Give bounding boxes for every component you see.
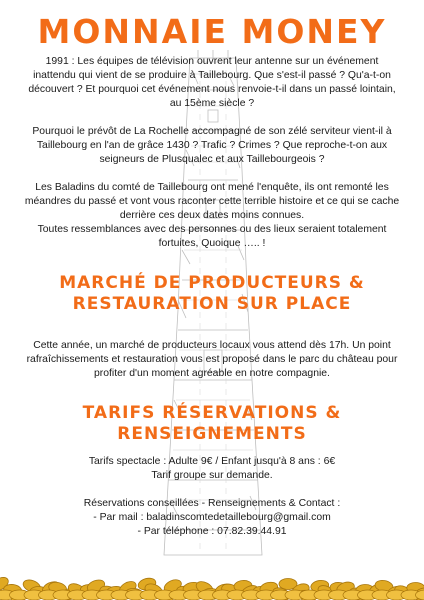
tarifs-prices: Tarifs spectacle : Adulte 9€ / Enfant jusqu'à 8 ans : 6€: [88, 456, 336, 467]
intro-paragraph-2: Pourquoi le prévôt de La Rochelle accompagné de son zélé serviteur vient-il à Taillebourg en l'an de grâce 1430 ? Trafic ? Crimes ? Que reproche-t-on aux seigneurs de Plusqualec et aux Taillebourgeois ?: [32, 126, 392, 165]
intro-paragraph-3: Les Baladins du comté de Taillebourg ont mené l'enquête, ils ont remonté les méandres du passé et vont vous raconter cette terrible histoire et ce qui se cache derrière ces deux dates moins connues.: [24, 182, 400, 221]
market-text: Cette année, un marché de producteurs locaux vous attend dès 17h. Un point rafraîchissements et restauration vous est proposé dans le parc du château pour profiter d'un moment agréable en notre compagnie.: [26, 340, 398, 379]
contact-mail[interactable]: - Par mail : baladinscomtedetaillebourg@gmail.com: [93, 512, 331, 523]
page-title: MONNAIE MONEY: [37, 12, 387, 51]
contact-phone[interactable]: - Par téléphone : 07.82.39.44.91: [137, 526, 287, 537]
contact-title: Réservations conseillées - Renseignements & Contact :: [83, 498, 341, 509]
intro-paragraph-1: 1991 : Les équipes de télévision ouvrent leur antenne sur un événement inattendu qui vient de se produire à Taillebourg. Que s'est-il passé ? Qu'a-t-on découvert ? Et pourquoi cet événement nous renvoie-t-il dans un passé lointain, au 15ème siècle ?: [28, 56, 396, 109]
intro-paragraph-4: Toutes ressemblances avec des personnes ou des lieux seraient totalement fortuites, Quoique ….. !: [37, 224, 387, 249]
market-heading: MARCHÉ DE PRODUCTEURS & RESTAURATION SUR PLACE: [59, 273, 365, 314]
tarifs-heading: TARIFS RÉSERVATIONS & RENSEIGNEMENTS: [82, 403, 342, 444]
tarifs-group: Tarif groupe sur demande.: [151, 470, 273, 481]
coins-border-illustration: [0, 566, 424, 600]
